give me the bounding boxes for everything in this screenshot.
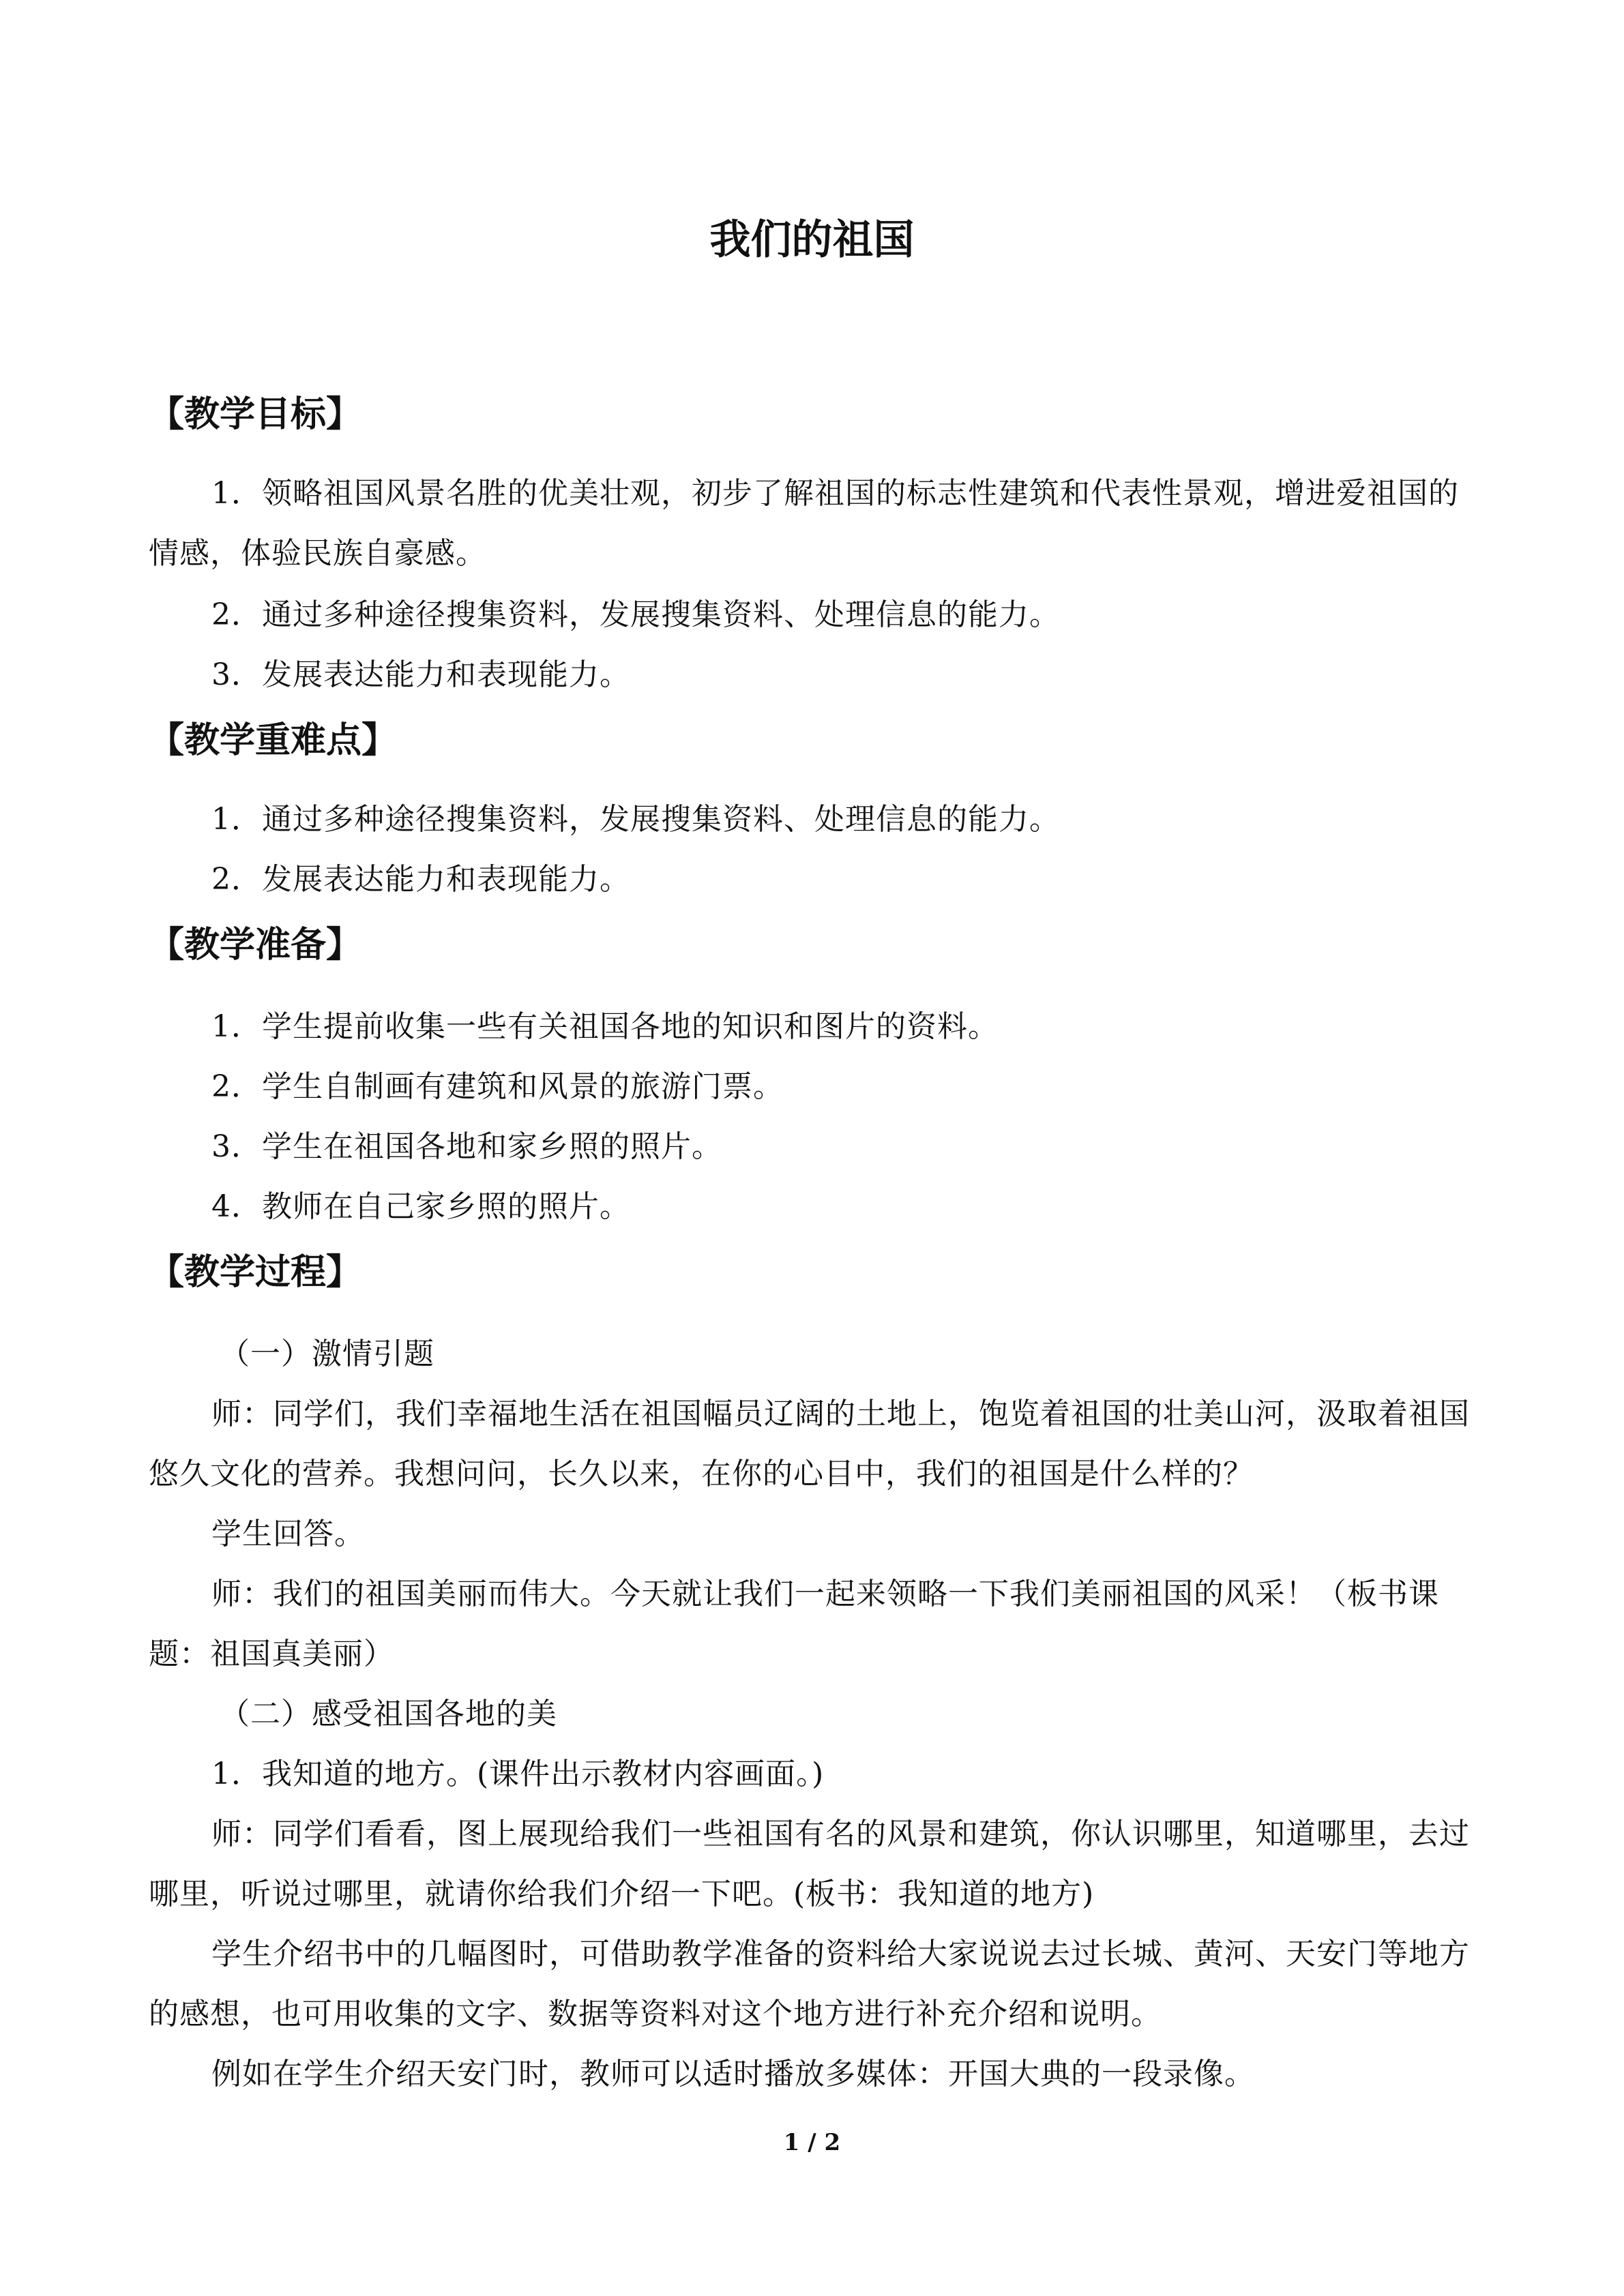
preparation-item-3: 3．学生在祖国各地和家乡照的照片。: [211, 1129, 722, 1164]
section-heading-preparation: 【教学准备】: [149, 925, 362, 966]
key-point-item-2: 2．发展表达能力和表现能力。: [211, 862, 630, 897]
process-subheading-1: （一）激情引题: [220, 1337, 434, 1371]
process-paragraph: 1．我知道的地方。(课件出示教材内容画面。): [211, 1757, 825, 1791]
goal-item-2: 2．通过多种途径搜集资料，发展搜集资料、处理信息的能力。: [211, 597, 1060, 632]
process-paragraph: 学生介绍书中的几幅图时，可借助教学准备的资料给大家说说去过长城、黄河、天安门等地方的感想，也可用收集的文字、数据等资料对这个地方进行补充介绍和说明。: [149, 1937, 1470, 2031]
page-number: 1 / 2: [783, 2129, 841, 2156]
key-point-item-1: 1．通过多种途径搜集资料，发展搜集资料、处理信息的能力。: [211, 802, 1060, 837]
document-title: 我们的祖国: [709, 216, 915, 264]
preparation-item-4: 4．教师在自己家乡照的照片。: [211, 1189, 630, 1224]
preparation-item-1: 1．学生提前收集一些有关祖国各地的知识和图片的资料。: [211, 1009, 999, 1044]
goal-item-3: 3．发展表达能力和表现能力。: [211, 657, 630, 692]
process-paragraph: 学生回答。: [211, 1517, 365, 1551]
process-subheading-2: （二）感受祖国各地的美: [220, 1697, 557, 1731]
section-heading-process: 【教学过程】: [149, 1252, 362, 1293]
process-paragraph: 师：我们的祖国美丽而伟大。今天就让我们一起来领略一下我们美丽祖国的风采！（板书课题：祖国真美丽）: [149, 1577, 1439, 1671]
process-paragraph: 例如在学生介绍天安门时，教师可以适时播放多媒体：开国大典的一段录像。: [211, 2057, 1255, 2091]
process-paragraph: 师：同学们看看，图上展现给我们一些祖国有名的风景和建筑，你认识哪里，知道哪里，去过哪里，听说过哪里，就请你给我们介绍一下吧。(板书：我知道的地方): [149, 1817, 1470, 1911]
preparation-item-2: 2．学生自制画有建筑和风景的旅游门票。: [211, 1069, 784, 1104]
goal-item-1: 1．领略祖国风景名胜的优美壮观，初步了解祖国的标志性建筑和代表性景观，增进爱祖国的情感，体验民族自豪感。: [149, 476, 1459, 571]
section-heading-goals: 【教学目标】: [149, 394, 362, 435]
section-heading-key-points: 【教学重难点】: [149, 720, 398, 761]
process-paragraph: 师：同学们，我们幸福地生活在祖国幅员辽阔的土地上，饱览着祖国的壮美山河，汲取着祖国悠久文化的营养。我想问问，长久以来，在你的心目中，我们的祖国是什么样的？: [149, 1397, 1470, 1491]
